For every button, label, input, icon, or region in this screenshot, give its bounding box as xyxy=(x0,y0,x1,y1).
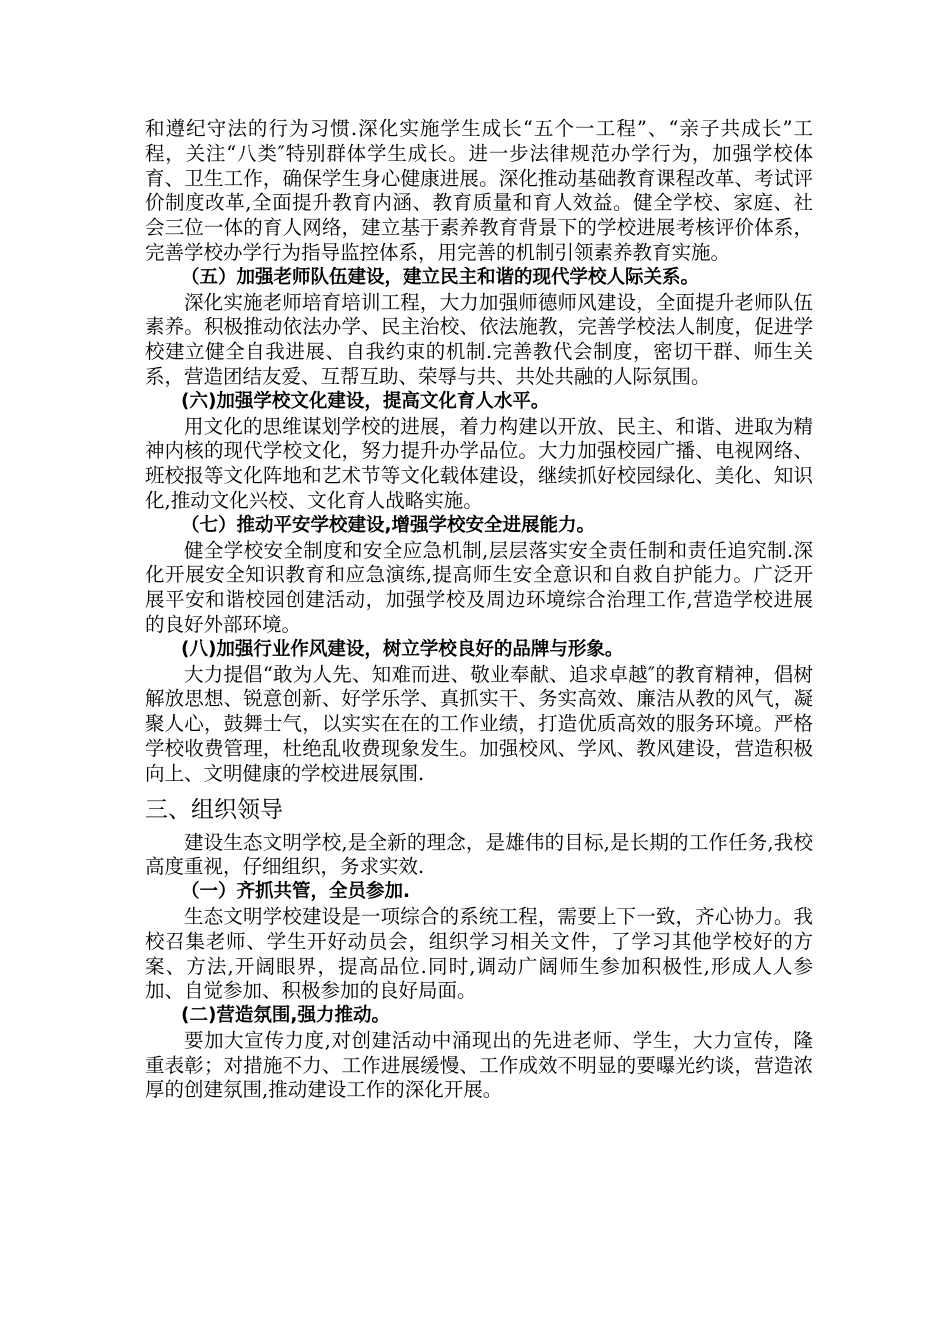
body-paragraph: 用文化的思维谋划学校的进展，着力构建以开放、民主、和谐、进取为精神内核的现代学校文化，努力提升办学品位。大力加强校园广播、电视网络、班校报等文化阵地和艺术节等文化载体建设，继续抓好校园绿化、美化、知识化,推动文化兴校、文化育人战略实施。 xyxy=(145,414,813,512)
body-paragraph: 建设生态文明学校,是全新的理念，是雄伟的目标,是长期的工作任务,我校高度重视，仔细组织，务求实效. xyxy=(145,830,813,879)
subsection-heading: (八)加强行业作风建设，树立学校良好的品牌与形象。 xyxy=(181,638,624,660)
document-page xyxy=(145,117,813,1103)
body-paragraph: 深化实施老师培育培训工程，大力加强师德师风建设，全面提升老师队伍素养。积极推动依法办学、民主治校、依法施教，完善学校法人制度，促进学校建立健全自我进展、自我约束的机制.完善教代会制度，密切干群、师生关系，营造团结友爱、互帮互助、荣辱与共、共处共融的人际氛围。 xyxy=(145,290,813,388)
body-paragraph: 大力提倡“敢为人先、知难而进、敬业奉献、追求卓越″的教育精神，倡树解放思想、锐意创新、好学乐学、真抓实干、务实高效、廉洁从教的风气，凝聚人心，鼓舞士气，以实实在在的工作业绩，打造优质高效的服务环境。严格学校收费管理，杜绝乱收费现象发生。加强校风、学风、教风建设，营造积极向上、文明健康的学校进展氛围. xyxy=(145,662,813,785)
subsection-heading: （七）推动平安学校建设,增强学校安全进展能力。 xyxy=(181,514,596,536)
body-paragraph: 要加大宣传力度,对创建活动中涌现出的先进老师、学生，大力宣传，隆重表彰；对措施不力、工作进展缓慢、工作成效不明显的要曝光约谈，营造浓厚的创建氛围,推动建设工作的深化开展。 xyxy=(145,1028,813,1102)
body-paragraph: 和遵纪守法的行为习惯.深化实施学生成长“五个一工程”、“亲子共成长”工程，关注“八类″特别群体学生成长。进一步法律规范办学行为，加强学校体育、卫生工作，确保学生身心健康进展。深化推动基础教育课程改革、考试评价制度改革,全面提升教育内涵、教育质量和育人效益。健全学校、家庭、社会三位一体的育人网络，建立基于素养教育背景下的学校进展考核评价体系，完善学校办学行为指导监控体系，用完善的机制引领素养教育实施。 xyxy=(145,117,813,264)
subsection-heading: (六)加强学校文化建设，提高文化育人水平。 xyxy=(181,390,550,412)
body-paragraph: 健全学校安全制度和安全应急机制,层层落实安全责任制和责任追究制.深化开展安全知识教育和应急演练,提高师生安全意识和自救自护能力。广泛开展平安和谐校园创建活动，加强学校及周边环境综合治理工作,营造学校进展的良好外部环境。 xyxy=(145,538,813,636)
subsection-heading: （一）齐抓共管，全员参加. xyxy=(181,881,411,903)
subsection-heading: （五）加强老师队伍建设，建立民主和谐的现代学校人际关系。 xyxy=(181,266,700,288)
subsection-heading: (二)营造氛围,强力推动。 xyxy=(181,1005,390,1027)
body-paragraph: 生态文明学校建设是一项综合的系统工程，需要上下一致，齐心协力。我校召集老师、学生开好动员会，组织学习相关文件，了学习其他学校好的方案、方法,开阔眼界，提高品位.同时,调动广阔师生参加积极性,形成人人参加、自觉参加、积极参加的良好局面。 xyxy=(145,904,813,1003)
section-heading: 三、组织领导 xyxy=(145,796,283,823)
